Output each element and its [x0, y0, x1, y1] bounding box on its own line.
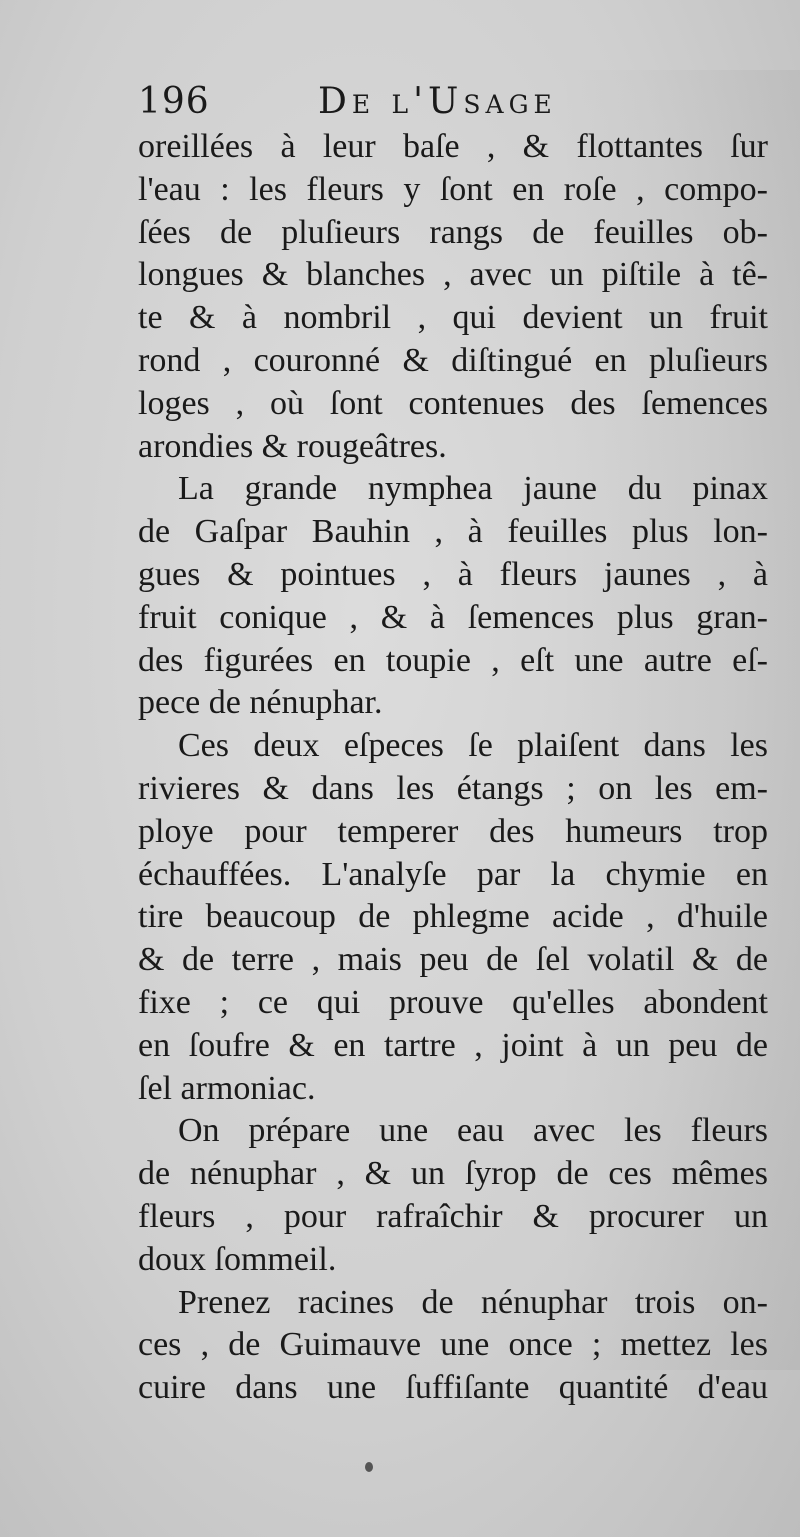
text-line: de Gaſpar Bauhin , à feuilles plus lon- — [138, 513, 768, 551]
text-line: fleurs , pour rafraîchir & procurer un — [138, 1197, 768, 1235]
text-line: oreillées à leur baſe , & flottantes ſur — [138, 128, 768, 165]
text-line: doux ſommeil. — [138, 1240, 337, 1278]
text-line: te & à nombril , qui devient un fruit — [138, 299, 768, 337]
running-title: De l'Usage — [318, 81, 557, 122]
text-line: ſel armoniac. — [138, 1069, 316, 1107]
page-header — [138, 72, 778, 132]
text-line: ces , de Guimauve une once ; mettez les — [138, 1326, 768, 1364]
text-line: & de terre , mais peu de ſel volatil & de — [138, 941, 768, 979]
text-line: rivieres & dans les étangs ; on les em- — [138, 769, 768, 807]
text-line: Prenez racines de nénuphar trois on- — [178, 1283, 768, 1321]
page-number: 196 — [138, 81, 210, 122]
body-text — [138, 126, 768, 1410]
text-line: de nénuphar , & un ſyrop de ces mêmes — [138, 1155, 768, 1193]
text-line: des figurées en toupie , eſt une autre eſ- — [138, 641, 768, 679]
text-line: l'eau : les fleurs y ſont en roſe , compo- — [138, 170, 768, 208]
text-line: fixe ; ce qui prouve qu'elles abondent — [138, 983, 768, 1021]
text-line: gues & pointues , à fleurs jaunes , à — [138, 555, 768, 593]
text-line: Ces deux eſpeces ſe plaiſent dans les — [178, 727, 768, 765]
text-line: On prépare une eau avec les fleurs — [178, 1112, 768, 1150]
text-line: ploye pour temperer des humeurs trop — [138, 812, 768, 850]
text-line: longues & blanches , avec un piſtile à tê- — [138, 256, 768, 294]
text-line: cuire dans une ſuffiſante quantité d'eau — [138, 1369, 768, 1407]
text-line: fruit conique , & à ſemences plus gran- — [138, 598, 768, 636]
text-line: tire beaucoup de phlegme acide , d'huile — [138, 898, 768, 936]
text-line: échauffées. L'analyſe par la chymie en — [138, 855, 768, 893]
text-line: La grande nymphea jaune du pinax — [178, 470, 768, 508]
text-line: arondies & rougeâtres. — [138, 427, 447, 465]
text-line: loges , où ſont contenues des ſemences — [138, 384, 768, 422]
ink-speck — [365, 1462, 373, 1472]
text-line: ſées de pluſieurs rangs de feuilles ob- — [138, 213, 768, 251]
text-line: pece de nénuphar. — [138, 684, 383, 722]
text-line: en ſoufre & en tartre , joint à un peu de — [138, 1026, 768, 1064]
text-line: rond , couronné & diſtingué en pluſieurs — [138, 341, 768, 379]
